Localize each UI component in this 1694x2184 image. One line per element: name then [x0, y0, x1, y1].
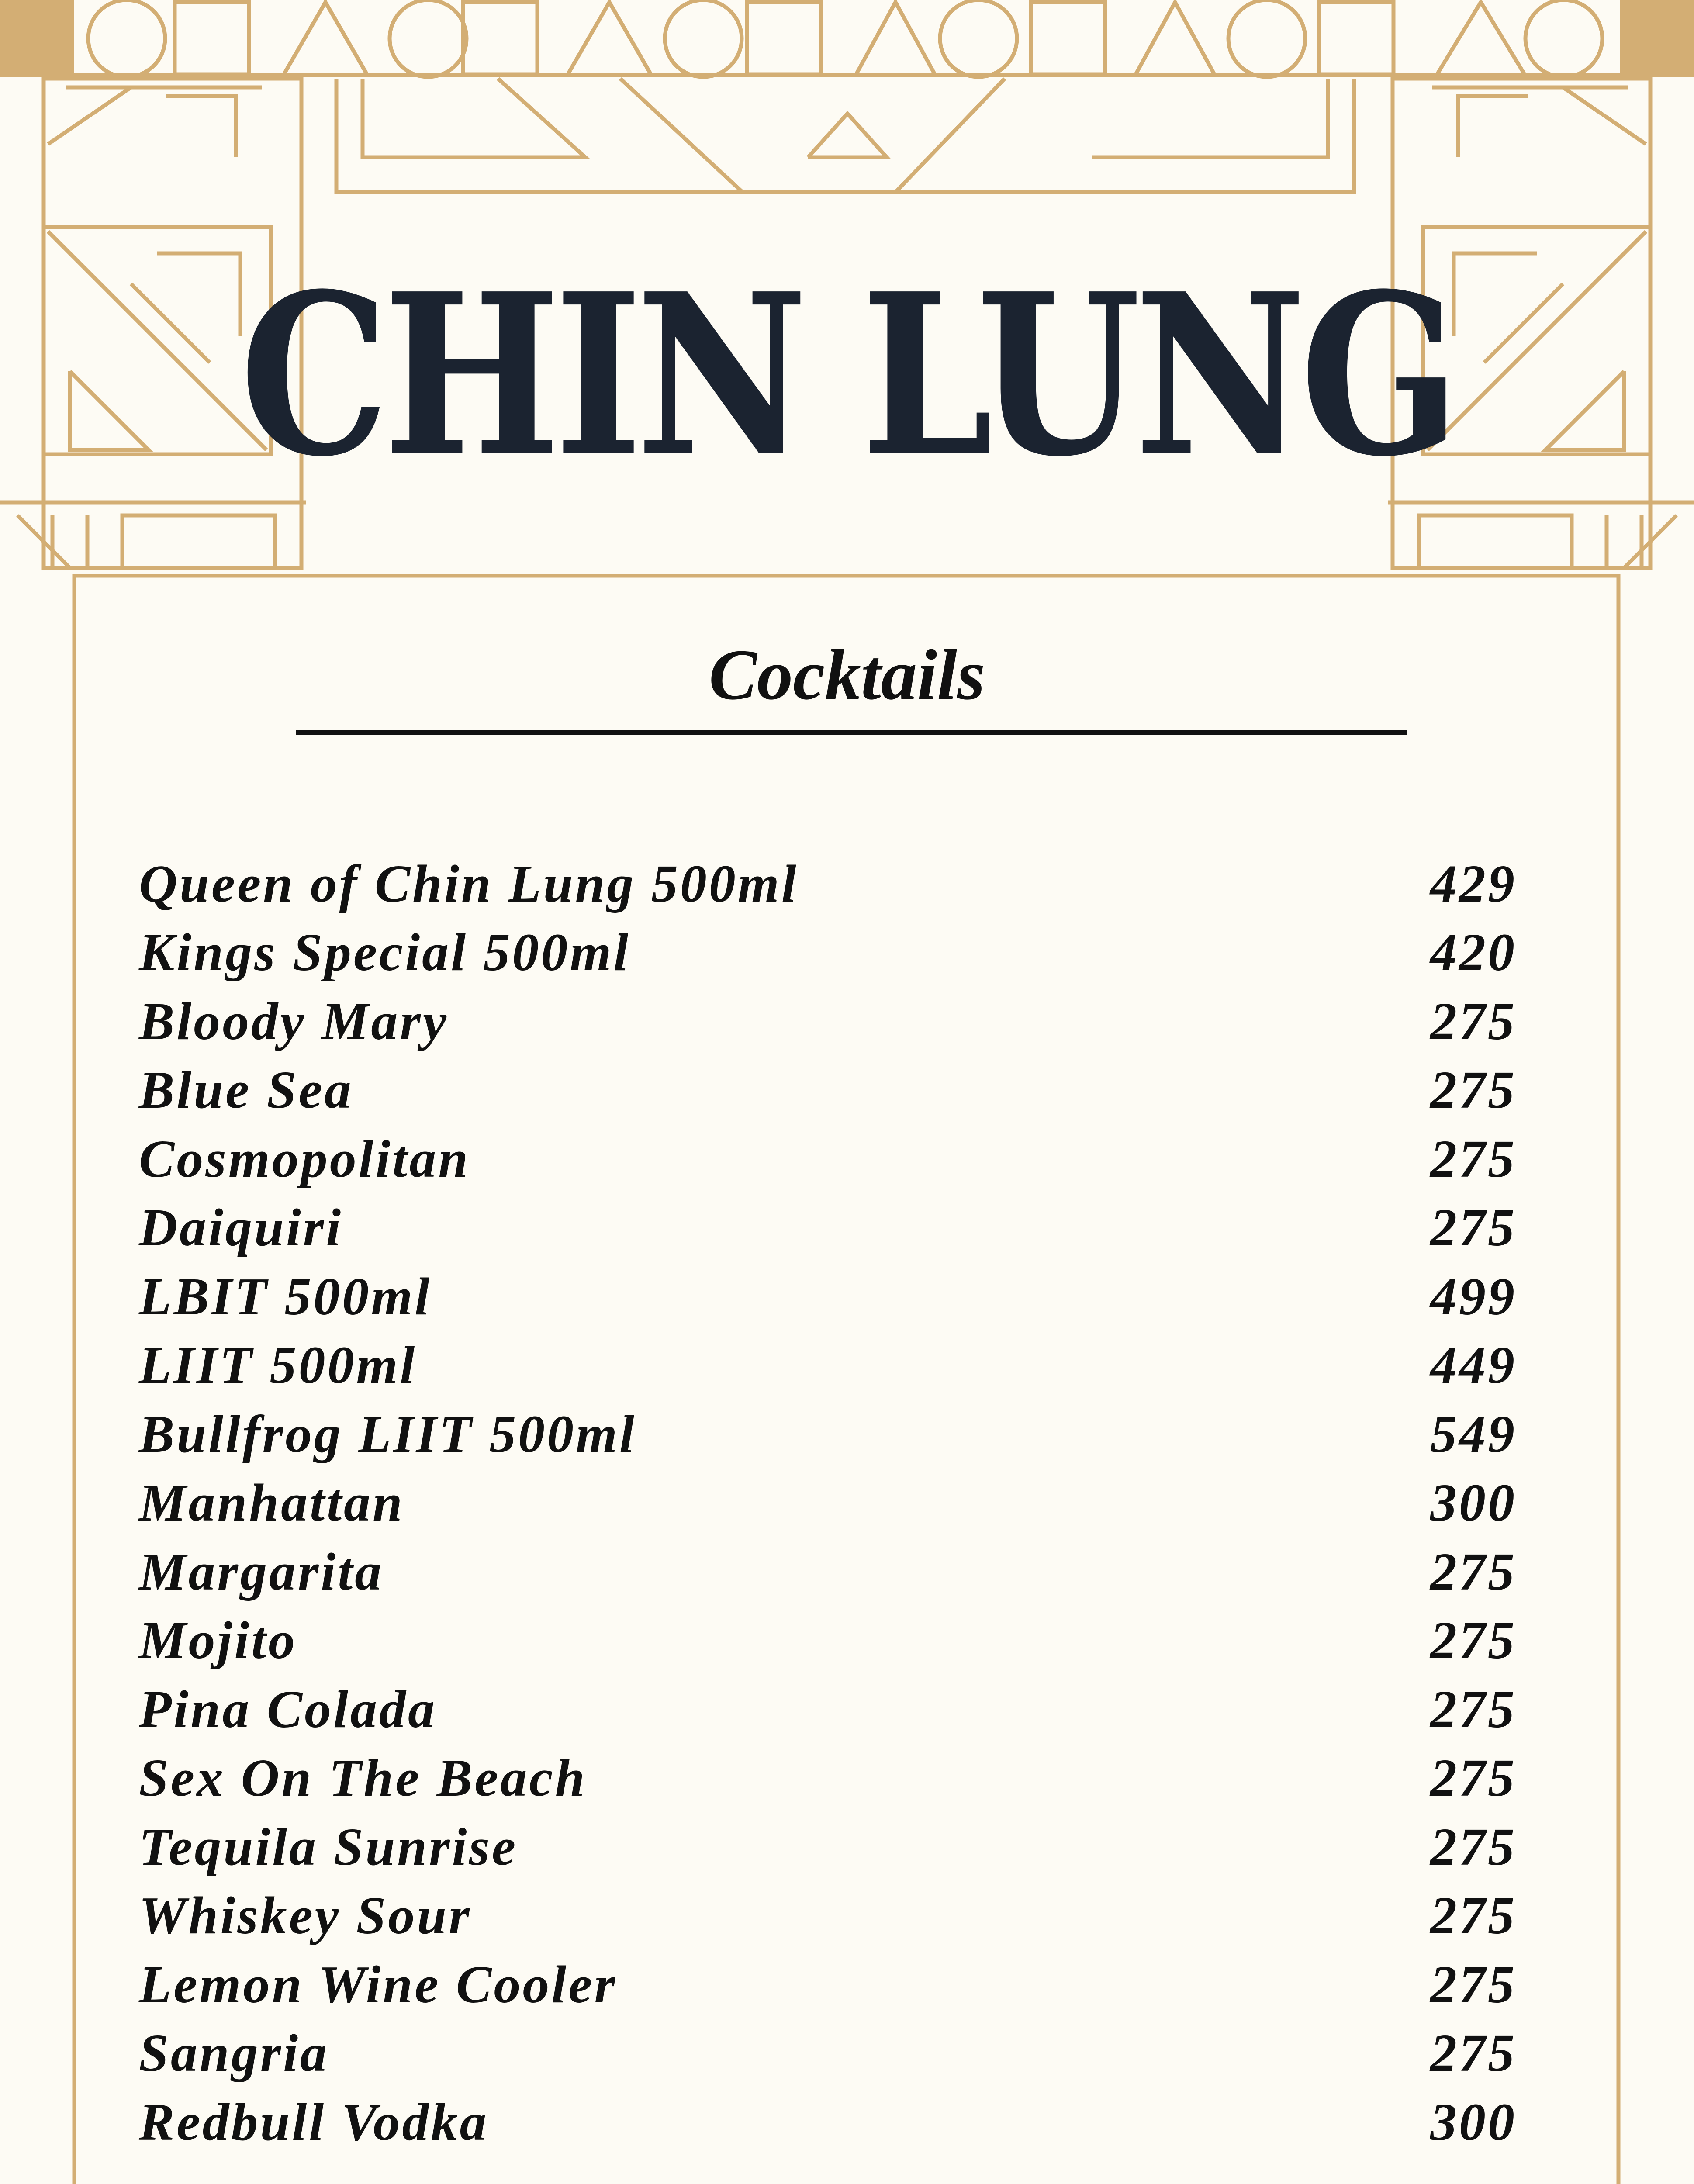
- item-price: 275: [1430, 1611, 1517, 1670]
- item-name: Mojito: [139, 1611, 297, 1670]
- item-price: 275: [1430, 1542, 1517, 1601]
- item-price: 549: [1430, 1404, 1517, 1464]
- item-name: Bullfrog LIIT 500ml: [139, 1404, 636, 1464]
- menu-item: [139, 1262, 1517, 1331]
- menu-item: [139, 1400, 1517, 1469]
- item-price: 275: [1430, 1198, 1517, 1258]
- menu-item: [139, 1331, 1517, 1400]
- item-price: 275: [1430, 1129, 1517, 1189]
- item-name: Lemon Wine Cooler: [139, 1955, 617, 2014]
- item-name: Queen of Chin Lung 500ml: [139, 854, 799, 913]
- item-name: Pina Colada: [139, 1679, 437, 1739]
- menu-item: [139, 1675, 1517, 1744]
- menu-item: [139, 1607, 1517, 1676]
- menu-list: [139, 850, 1517, 2157]
- menu-item: [139, 919, 1517, 988]
- menu-item: [139, 1056, 1517, 1125]
- item-name: Sangria: [139, 2024, 329, 2083]
- item-price: 429: [1430, 854, 1517, 913]
- item-price: 275: [1430, 1061, 1517, 1120]
- brand-title: CHIN LUNG: [239, 245, 1455, 506]
- item-name: Bloody Mary: [139, 992, 449, 1051]
- item-price: 499: [1430, 1267, 1517, 1326]
- item-price: 449: [1430, 1336, 1517, 1395]
- item-price: 420: [1430, 923, 1517, 982]
- item-price: 300: [1430, 2092, 1517, 2152]
- menu-item: [139, 850, 1517, 919]
- item-name: LBIT 500ml: [139, 1267, 432, 1326]
- item-name: LIIT 500ml: [139, 1336, 417, 1395]
- menu-item: [139, 1469, 1517, 1538]
- item-name: Manhattan: [139, 1473, 404, 1533]
- item-name: Redbull Vodka: [139, 2092, 489, 2152]
- item-price: 275: [1430, 1955, 1517, 2014]
- item-name: Margarita: [139, 1542, 384, 1601]
- item-price: 275: [1430, 1886, 1517, 1946]
- menu-item: [139, 2088, 1517, 2157]
- menu-item: [139, 987, 1517, 1056]
- item-price: 275: [1430, 1817, 1517, 1876]
- menu-item: [139, 2019, 1517, 2088]
- item-price: 275: [1430, 992, 1517, 1051]
- item-name: Daiquiri: [139, 1198, 343, 1258]
- menu-item: [139, 1813, 1517, 1882]
- item-price: 275: [1430, 2024, 1517, 2083]
- menu-item: [139, 1194, 1517, 1263]
- item-name: Kings Special 500ml: [139, 923, 631, 982]
- item-price: 275: [1430, 1679, 1517, 1739]
- item-price: 300: [1430, 1473, 1517, 1533]
- menu-item: [139, 1538, 1517, 1607]
- item-name: Blue Sea: [139, 1061, 353, 1120]
- item-name: Cosmopolitan: [139, 1129, 470, 1189]
- menu-item: [139, 1950, 1517, 2019]
- item-name: Tequila Sunrise: [139, 1817, 518, 1876]
- item-name: Whiskey Sour: [139, 1886, 472, 1946]
- menu-item: [139, 1744, 1517, 1813]
- section-divider: [296, 730, 1407, 735]
- menu-item: [139, 1882, 1517, 1951]
- item-name: Sex On The Beach: [139, 1749, 587, 1808]
- section-title: Cocktails: [709, 635, 985, 715]
- menu-item: [139, 1125, 1517, 1194]
- item-price: 275: [1430, 1749, 1517, 1808]
